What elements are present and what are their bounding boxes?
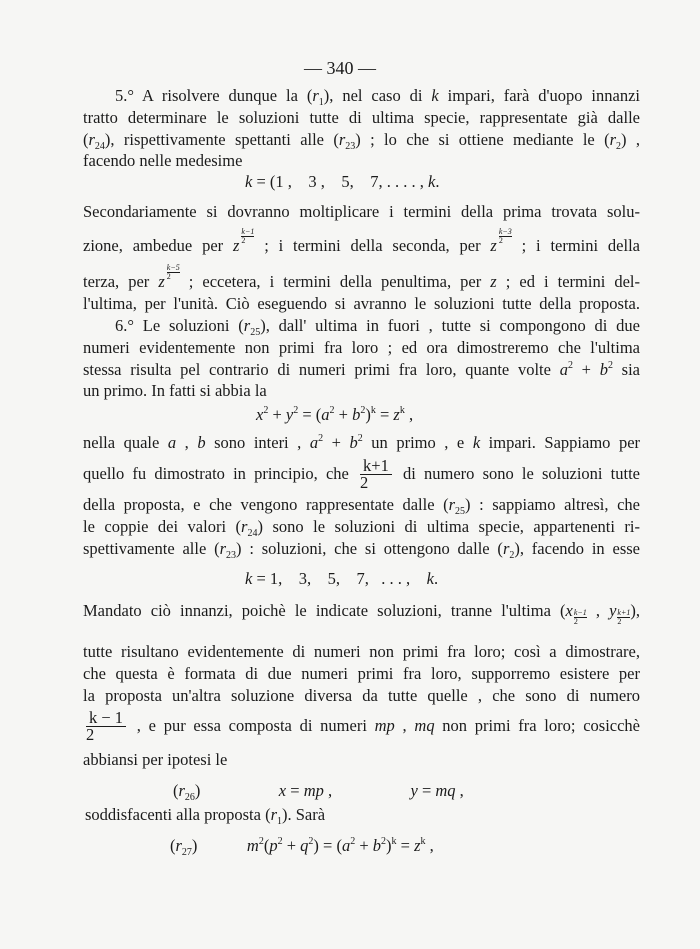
math-variable: k <box>428 172 436 191</box>
text-run: zione, ambedue per <box>83 236 233 255</box>
math-variable: m <box>246 836 259 855</box>
fraction-numerator: k+1 <box>360 458 392 475</box>
text-run: , <box>323 781 411 800</box>
text-run: ; i termini della seconda, per <box>254 236 491 255</box>
superscript: 2 <box>258 836 264 847</box>
fraction <box>86 710 126 743</box>
superscript: k <box>420 836 426 847</box>
fraction-denominator: 2 <box>241 236 246 245</box>
text-line <box>83 130 640 150</box>
text-run: = <box>286 781 304 800</box>
math-variable: a <box>167 433 177 452</box>
text-run: + <box>334 405 353 424</box>
text-line <box>83 108 640 128</box>
text-run: tutte risultano evidentemente di numeri non primi fra loro; così a dimostrare, <box>83 642 640 661</box>
text-run: l'ultima, per l'unità. Ciò eseguendo si avranno le soluzioni tutte della proposta. <box>83 294 640 313</box>
text-line <box>85 805 325 825</box>
text-run: soddisfacenti alla proposta ( <box>85 805 271 824</box>
superscript: 2 <box>329 405 335 416</box>
fraction-denominator: 2 <box>573 617 578 626</box>
math-variable: q <box>300 836 309 855</box>
fraction <box>499 228 512 245</box>
page-number: — 340 — <box>304 58 376 78</box>
math-variable: a <box>559 360 568 379</box>
text-run: ), facendo in esse <box>514 539 640 558</box>
superscript: k <box>391 836 397 847</box>
text-run: + <box>323 433 350 452</box>
text-run: ). Sarà <box>282 805 326 824</box>
text-line <box>83 517 640 537</box>
subscript: 24 <box>94 141 105 152</box>
fraction-numerator: k−3 <box>498 227 512 236</box>
text-run: , <box>425 836 434 855</box>
text-run: la proposta un'altra soluzione diversa da tutte quelle , che sono di numero <box>83 686 640 705</box>
math-variable: z <box>393 405 400 424</box>
math-variable: b <box>352 405 361 424</box>
equation-line <box>245 172 439 192</box>
text-line <box>83 750 227 770</box>
text-run: non primi fra loro; cosicchè <box>434 716 640 735</box>
superscript: 2 <box>567 360 573 371</box>
text-run: ; ed i termini del- <box>496 272 640 291</box>
text-line <box>83 338 640 358</box>
math-variable: p <box>269 836 278 855</box>
text-run: Secondariamente si dovranno moltiplicare i termini della prima trovata solu- <box>83 202 640 221</box>
text-run: ), dall' ultima in fuori , tutte si compongono di due <box>260 316 640 335</box>
math-variable: y <box>285 405 294 424</box>
fraction <box>360 458 392 491</box>
math-variable: r <box>312 86 319 105</box>
subscript: 25 <box>455 506 466 517</box>
math-variable: r <box>88 130 95 149</box>
math-variable: a <box>309 433 319 452</box>
text-line <box>83 708 640 744</box>
text-run: , e pur essa composta di numeri <box>129 716 375 735</box>
fraction-numerator: k−5 <box>166 263 180 272</box>
text-run: ), nel caso di <box>323 86 432 105</box>
superscript: 2 <box>357 433 363 444</box>
math-variable: r <box>609 130 617 149</box>
equation-line <box>256 405 413 425</box>
text-run: + <box>355 836 373 855</box>
fraction-denominator: 2 <box>498 236 503 245</box>
text-line <box>83 202 640 222</box>
fraction-denominator: 2 <box>86 725 95 744</box>
text-run: ) ; lo che si ottiene mediante le ( <box>355 130 610 149</box>
math-variable: b <box>197 433 206 452</box>
text-run: facendo nelle medesime <box>83 151 243 170</box>
text-run: . <box>435 172 440 191</box>
text-run: ( <box>173 781 179 800</box>
text-line <box>83 151 242 171</box>
text-line <box>83 456 640 492</box>
math-variable: k <box>245 569 253 588</box>
text-run: della proposta, e che vengono rappresentate dalle ( <box>83 495 449 514</box>
text-line <box>83 686 640 706</box>
text-run: un primo. In fatti si abbia la <box>83 381 267 400</box>
text-line <box>83 495 640 515</box>
text-run: 5.° A risolvere dunque la ( <box>115 86 313 105</box>
text-run: , <box>455 781 464 800</box>
text-run: ( <box>170 836 176 855</box>
text-run: ) sono le soluzioni di ultima specie, appartenenti ri- <box>257 517 641 536</box>
text-run: ( <box>83 130 89 149</box>
math-variable: r <box>175 836 182 855</box>
math-variable: a <box>321 405 330 424</box>
text-run: = 1, 3, 5, 7, . . . , <box>252 569 427 588</box>
subscript: 27 <box>181 847 192 858</box>
superscript: 2 <box>308 836 314 847</box>
fraction-denominator: 2 <box>360 473 369 492</box>
subscript: 2 <box>509 550 515 561</box>
subscript: 26 <box>184 792 195 803</box>
text-run: , <box>404 405 414 424</box>
math-variable: mp <box>374 716 395 735</box>
text-run: ), rispettivamente spettanti alle ( <box>104 130 339 149</box>
math-variable: b <box>599 360 608 379</box>
text-line <box>83 664 640 684</box>
text-run: ) <box>194 781 279 800</box>
text-run: = <box>396 836 415 855</box>
text-run: ) , <box>621 130 640 149</box>
fraction-numerator: k − 1 <box>86 710 126 727</box>
math-variable: b <box>372 836 382 855</box>
math-variable: z <box>490 272 497 291</box>
math-variable: k <box>245 172 253 191</box>
text-run: ) <box>365 405 371 424</box>
fraction <box>574 609 587 626</box>
math-variable: z <box>158 272 165 291</box>
superscript: k <box>370 405 376 416</box>
text-run: ) <box>191 836 247 855</box>
text-run: + <box>268 405 286 424</box>
equation-line <box>173 781 464 801</box>
math-variable: k <box>426 569 434 588</box>
equation-line <box>245 569 438 589</box>
text-run: ( <box>263 836 270 855</box>
text-line <box>115 316 640 336</box>
text-line <box>83 642 640 662</box>
math-variable: z <box>414 836 421 855</box>
fraction-numerator: k+1 <box>617 608 631 617</box>
superscript: 2 <box>293 405 299 416</box>
fraction <box>617 609 630 626</box>
math-variable: y <box>410 781 418 800</box>
fraction-denominator: 2 <box>166 272 171 281</box>
text-run: + <box>282 836 301 855</box>
text-run: le coppie dei valori ( <box>83 517 242 536</box>
math-variable: x <box>565 601 573 620</box>
superscript: 2 <box>381 836 387 847</box>
text-run: ; i termini della <box>511 236 640 255</box>
text-run: , <box>176 433 198 452</box>
text-line <box>83 433 640 453</box>
text-run: = (1 , 3 , 5, 7, . . . . , <box>252 172 429 191</box>
text-run: ) = ( <box>313 836 342 855</box>
math-variable: k <box>431 86 439 105</box>
fraction-numerator: k−1 <box>573 608 587 617</box>
math-variable: z <box>490 236 497 255</box>
math-variable: r <box>241 517 248 536</box>
text-run: un primo , e <box>362 433 473 452</box>
math-variable: y <box>609 601 617 620</box>
math-variable: x <box>256 405 264 424</box>
math-variable: r <box>338 130 346 149</box>
text-run: impari. Sappiamo per <box>480 433 641 452</box>
text-run: Mandato ciò innanzi, poichè le indicate soluzioni, tranne l'ultima ( <box>83 601 566 620</box>
math-variable: k <box>472 433 481 452</box>
text-run: ) <box>386 836 392 855</box>
math-variable: r <box>178 781 185 800</box>
subscript: 25 <box>250 327 261 338</box>
superscript: 2 <box>318 433 324 444</box>
subscript: 24 <box>247 528 258 539</box>
text-run: = <box>375 405 394 424</box>
text-line <box>83 227 640 256</box>
text-run: stessa risulta pel contrario di numeri primi fra loro, quante volte <box>83 360 560 379</box>
text-run: di numero sono le soluzioni tutte <box>394 464 640 483</box>
text-run: ) : sappiamo altresì, che <box>465 495 640 514</box>
fraction <box>167 264 180 281</box>
fraction-numerator: k−1 <box>241 227 255 236</box>
math-variable: mp <box>303 781 324 800</box>
text-line <box>83 294 640 314</box>
subscript: 23 <box>345 141 356 152</box>
math-variable: a <box>341 836 351 855</box>
math-variable: r <box>502 539 510 558</box>
superscript: 2 <box>360 405 366 416</box>
text-run: sia <box>612 360 640 379</box>
math-variable: r <box>219 539 227 558</box>
text-run: = ( <box>298 405 322 424</box>
subscript: 23 <box>226 550 237 561</box>
math-variable: z <box>232 236 240 255</box>
superscript: 2 <box>263 405 269 416</box>
math-variable: mq <box>414 716 435 735</box>
math-variable: r <box>448 495 456 514</box>
text-run: abbiansi per ipotesi le <box>83 750 228 769</box>
text-line <box>83 263 640 292</box>
superscript: 2 <box>350 836 356 847</box>
text-run: terza, per <box>83 272 159 291</box>
text-run: + <box>572 360 600 379</box>
text-run: sono interi , <box>205 433 310 452</box>
text-run: numeri evidentemente non primi fra loro ; ed ora dimostreremo che l'ultima <box>83 338 640 357</box>
equation-line <box>170 836 434 856</box>
fraction <box>241 228 254 245</box>
text-run: quello fu dimostrato in principio, che <box>83 464 358 483</box>
superscript: k <box>399 405 405 416</box>
text-run: ), <box>630 601 640 620</box>
text-line <box>83 360 640 380</box>
fraction-denominator: 2 <box>617 617 622 626</box>
text-run: spettivamente alle ( <box>83 539 220 558</box>
text-run: che questa è formata di due numeri primi fra loro, supporremo esistere per <box>83 664 640 683</box>
math-variable: r <box>270 805 277 824</box>
text-run: . <box>433 569 439 588</box>
text-run: ) : soluzioni, che si ottengono dalle ( <box>236 539 503 558</box>
text-line <box>83 381 267 401</box>
text-line <box>83 601 640 626</box>
superscript: 2 <box>277 836 283 847</box>
text-run: impari, farà d'uopo innanzi <box>438 86 640 105</box>
text-run: = <box>417 781 436 800</box>
math-variable: r <box>243 316 251 335</box>
superscript: 2 <box>607 360 613 371</box>
math-variable: b <box>349 433 358 452</box>
subscript: 1 <box>277 816 282 827</box>
text-run: , <box>394 716 415 735</box>
text-run: 6.° Le soluzioni ( <box>115 316 244 335</box>
text-line <box>115 86 640 106</box>
text-run: , <box>586 601 610 620</box>
text-run: ; eccetera, i termini della penultima, per <box>179 272 491 291</box>
text-run: nella quale <box>83 433 168 452</box>
math-variable: x <box>278 781 287 800</box>
math-variable: mq <box>435 781 456 800</box>
text-run: tratto determinare le soluzioni tutte di ultima specie, rappresentate già dalle <box>83 108 640 127</box>
text-line <box>83 539 640 559</box>
subscript: 1 <box>318 97 324 108</box>
subscript: 2 <box>616 141 622 152</box>
